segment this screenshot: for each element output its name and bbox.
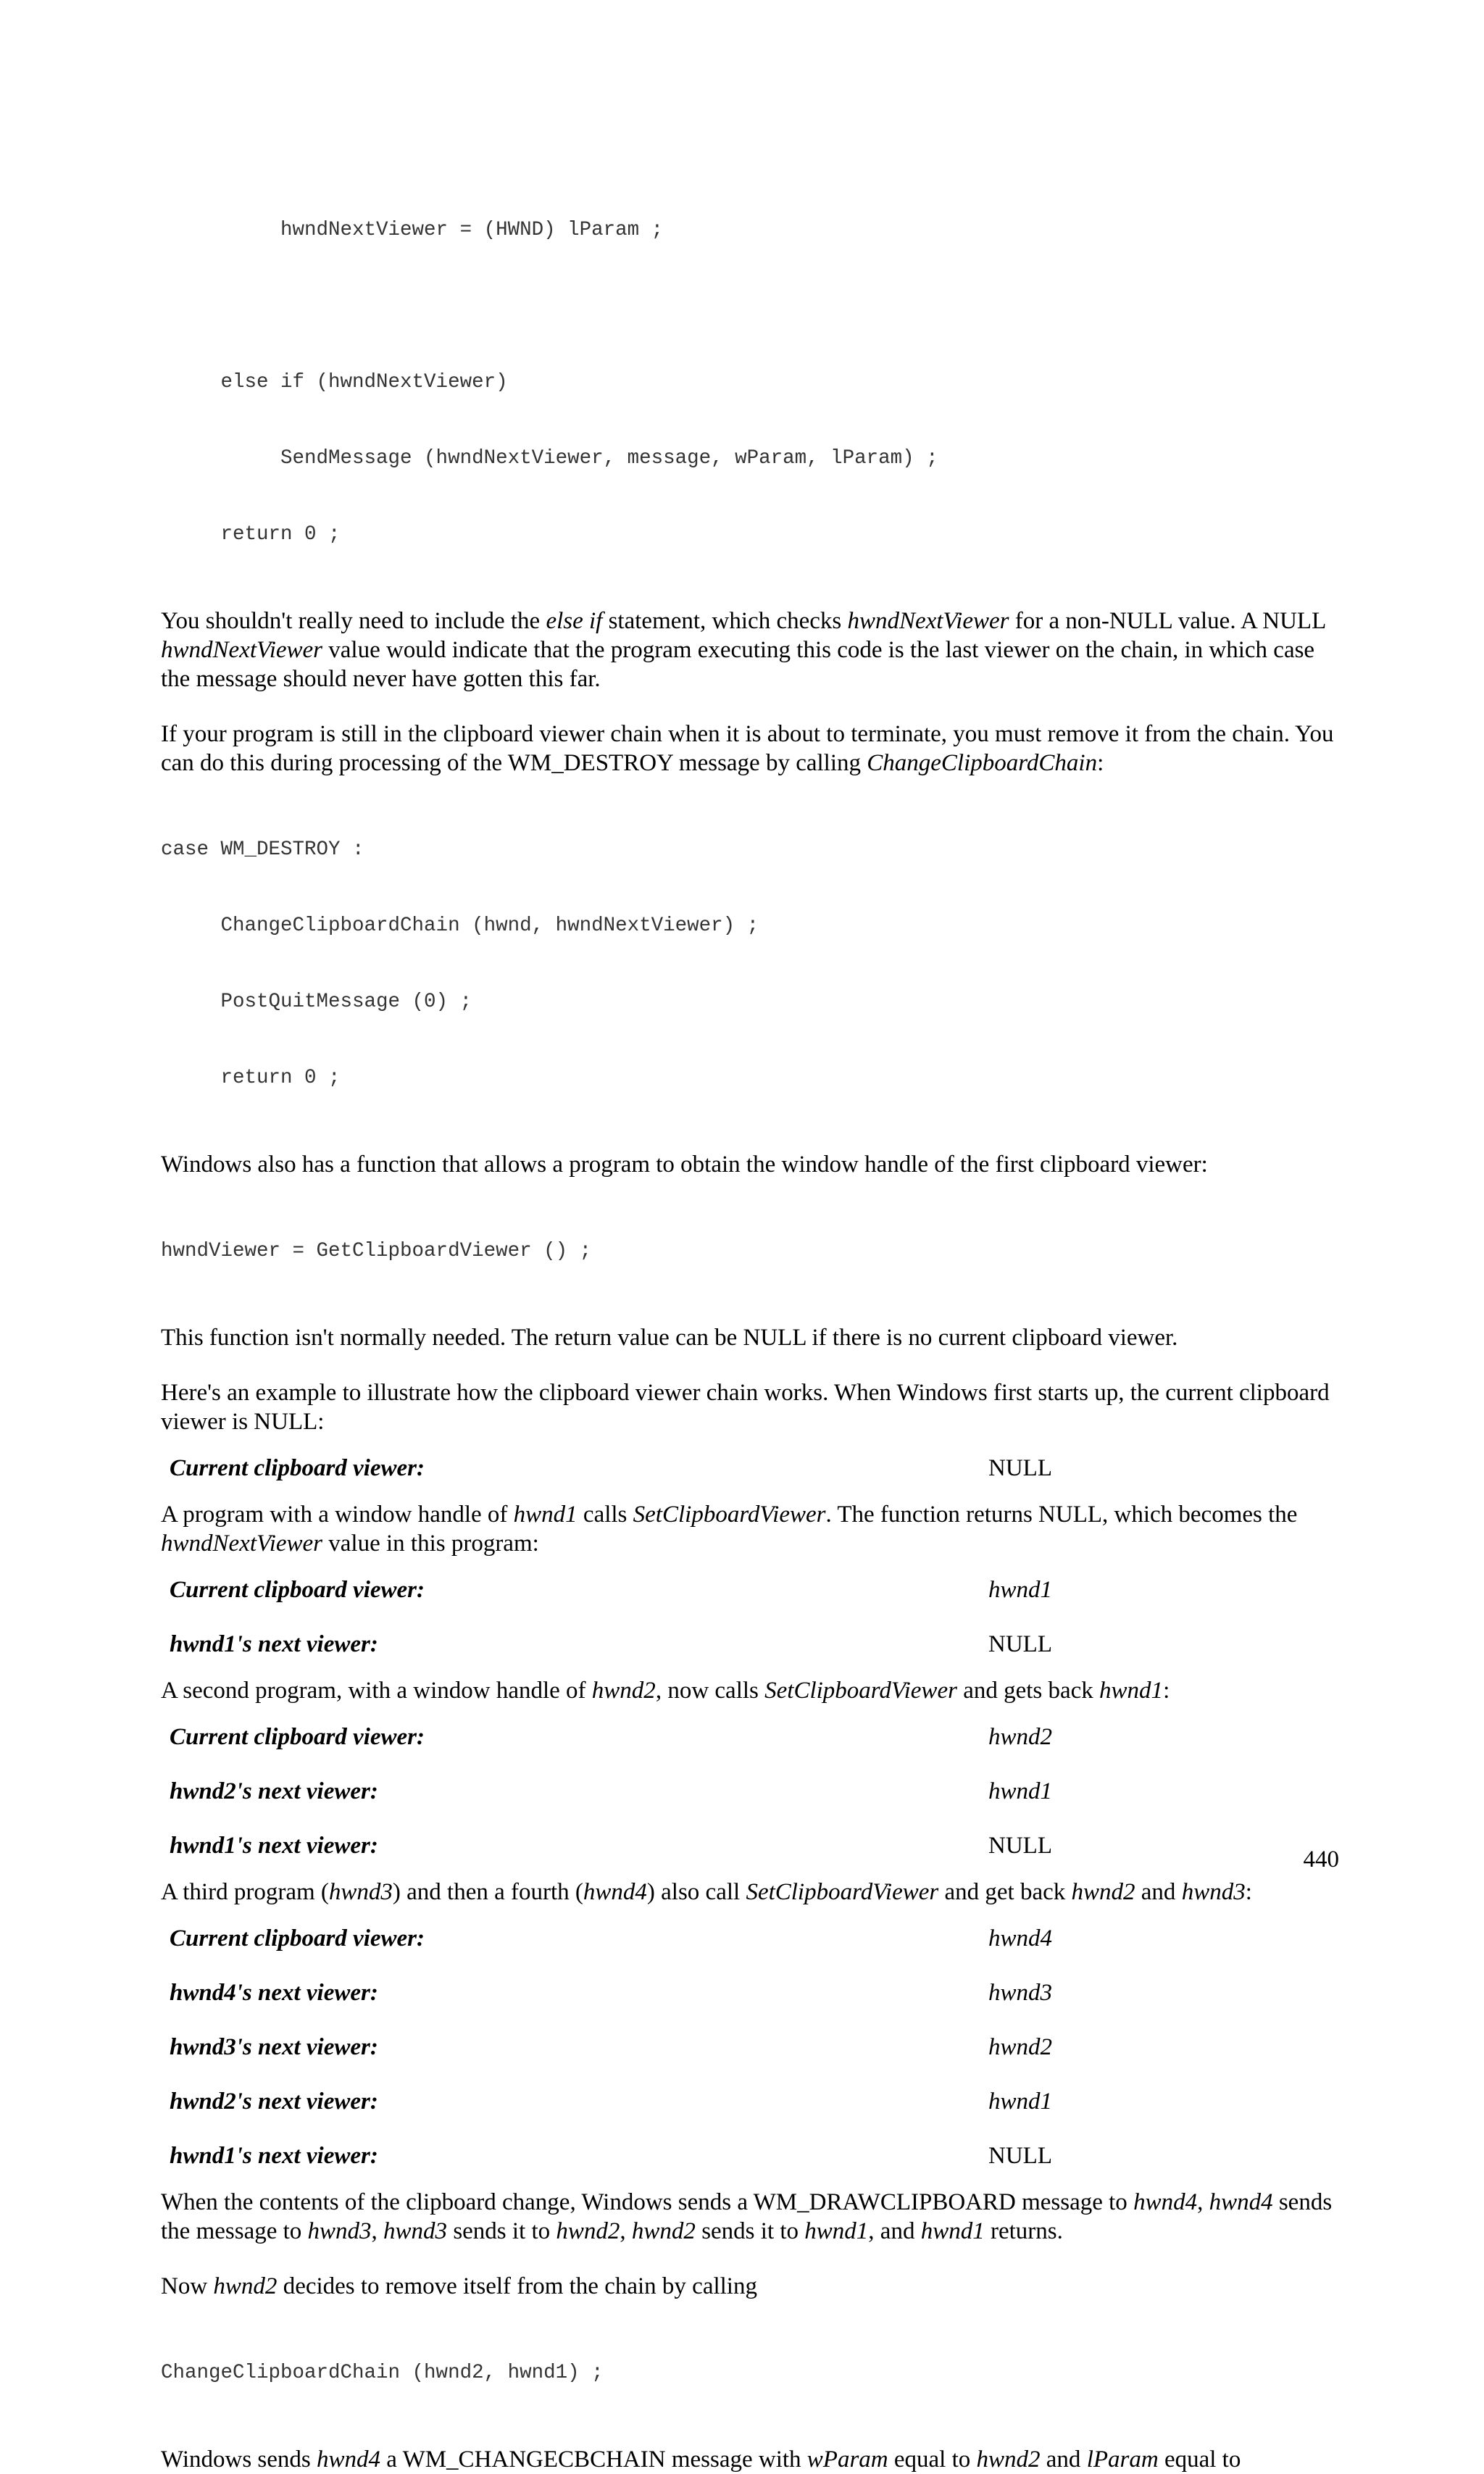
viewer-row-value: NULL (988, 2143, 1052, 2169)
text-run: value in this program: (322, 1530, 539, 1557)
italic-term: hwndNextViewer (847, 608, 1009, 634)
code-line-blank (161, 293, 1335, 319)
text-run: : (1245, 1879, 1252, 1905)
viewer-row (161, 1777, 1335, 1806)
italic-term: else if (546, 608, 603, 634)
text-run: decides to remove itself from the chain by calling (277, 2273, 757, 2299)
code-line: PostQuitMessage (0) ; (161, 991, 472, 1013)
italic-term: hwnd4 (317, 2446, 381, 2473)
italic-term: hwnd2 (1071, 1879, 1135, 1905)
italic-term: hwnd1 (1099, 1678, 1164, 1704)
viewer-row-value: NULL (988, 1833, 1052, 1859)
code-line: hwndViewer = GetClipboardViewer () ; (161, 1240, 592, 1262)
italic-term: lParam (1086, 2446, 1159, 2473)
italic-term: hwnd2 (591, 1678, 656, 1704)
viewer-table-2 (161, 1575, 1335, 1659)
viewer-row (161, 1924, 1335, 1953)
viewer-row (161, 2087, 1335, 2116)
text-run: sends it to (447, 2218, 556, 2244)
code-line: else if (hwndNextViewer) (161, 371, 508, 393)
paragraph-drawclipboard (161, 2188, 1335, 2246)
viewer-row (161, 1831, 1335, 1860)
viewer-row-label: hwnd4's next viewer: (170, 1980, 378, 2006)
viewer-row-value: NULL (988, 1455, 1052, 1481)
italic-term: hwnd3 (383, 2218, 448, 2244)
viewer-row (161, 1630, 1335, 1659)
viewer-row (161, 1575, 1335, 1604)
text-run: equal to (888, 2446, 977, 2473)
viewer-table-1 (161, 1454, 1335, 1483)
text-run: for a non-NULL value. A NULL (1009, 608, 1326, 634)
code-block-1 (161, 167, 1335, 598)
italic-term: hwnd4 (583, 1879, 647, 1905)
code-line: return 0 ; (161, 523, 341, 546)
text-run: and gets back (956, 1678, 1100, 1704)
text-run: Now (161, 2273, 214, 2299)
viewer-row-label: hwnd1's next viewer: (170, 1833, 378, 1859)
viewer-row-label: Current clipboard viewer: (170, 1724, 425, 1750)
text-run: value would indicate that the program executing this code is the last viewer on the chain, in which case the message should never have gotten this far. (161, 637, 1315, 692)
text-run: Windows sends (161, 2446, 317, 2473)
paragraph-third-fourth-program (161, 1878, 1335, 1907)
viewer-table-3 (161, 1723, 1335, 1860)
italic-term: hwndNextViewer (161, 637, 323, 663)
text-run: You shouldn't really need to include the (161, 608, 546, 634)
text-run: , and (868, 2218, 921, 2244)
paragraph-function-not-needed: This function isn't normally needed. The return value can be NULL if there is no current clipboard viewer. (161, 1325, 1178, 1351)
text-run: : (1163, 1678, 1170, 1704)
code-line: ChangeClipboardChain (hwnd2, hwnd1) ; (161, 2362, 604, 2384)
text-run: sends the message to (161, 2189, 1333, 2244)
viewer-row-label: Current clipboard viewer: (170, 1455, 425, 1481)
text-run: and (1040, 2446, 1087, 2473)
text-run: sends it to (695, 2218, 805, 2244)
viewer-row-label: hwnd1's next viewer: (170, 1631, 378, 1657)
italic-term: SetClipboardViewer (764, 1678, 957, 1704)
text-run: ) also call (646, 1879, 746, 1905)
page-number: 440 (1303, 1846, 1339, 1873)
text-run: ) and then a fourth ( (392, 1879, 583, 1905)
text-run: calls (577, 1502, 633, 1528)
text-run: A program with a window handle of (161, 1502, 514, 1528)
viewer-row-value: hwnd1 (988, 1778, 1052, 1804)
code-block-3 (161, 1188, 1335, 1315)
italic-term: hwnd1 (513, 1502, 578, 1528)
text-run: : (1097, 750, 1104, 776)
italic-term: hwnd3 (307, 2218, 372, 2244)
viewer-row-value: hwnd1 (988, 1577, 1052, 1603)
text-run: , (371, 2218, 384, 2244)
viewer-row-value: hwnd3 (988, 1980, 1052, 2006)
text-run: and (1135, 1879, 1182, 1905)
text-run: A third program ( (161, 1879, 329, 1905)
viewer-row (161, 1978, 1335, 2007)
code-block-4 (161, 2310, 1335, 2436)
document-page (161, 167, 1335, 2474)
code-line: return 0 ; (161, 1067, 341, 1089)
text-run: , (620, 2218, 632, 2244)
italic-term: SetClipboardViewer (746, 1879, 939, 1905)
code-line: SendMessage (hwndNextViewer, message, wParam, lParam) ; (161, 447, 938, 470)
viewer-row-label: hwnd2's next viewer: (170, 2088, 378, 2115)
italic-term: hwndNextViewer (161, 1530, 323, 1557)
paragraph-first-program (161, 1500, 1335, 1558)
viewer-row-value: hwnd2 (988, 1724, 1052, 1750)
italic-term: wParam (806, 2446, 888, 2473)
paragraph-second-program (161, 1676, 1335, 1705)
viewer-row (161, 2141, 1335, 2170)
italic-term: hwnd2 (556, 2218, 620, 2244)
italic-term: hwnd3 (1181, 1879, 1246, 1905)
italic-term: SetClipboardViewer (633, 1502, 826, 1528)
code-line: ChangeClipboardChain (hwnd, hwndNextViewer) ; (161, 915, 759, 937)
text-run: If your program is still in the clipboard viewer chain when it is about to terminate, you must remove it from the chain. You can do this during processing of the WM_DESTROY message by calling (161, 721, 1334, 776)
text-run: , (1197, 2189, 1209, 2215)
viewer-row (161, 2033, 1335, 2062)
viewer-row-value: hwnd2 (988, 2034, 1052, 2060)
code-line: hwndNextViewer = (HWND) lParam ; (161, 219, 664, 241)
paragraph-remove-from-chain (161, 720, 1335, 778)
paragraph-example-intro: Here's an example to illustrate how the clipboard viewer chain works. When Windows first starts up, the current clipboard viewer is NULL: (161, 1380, 1330, 1435)
paragraph-else-if-explanation (161, 607, 1335, 694)
paragraph-get-clipboard-viewer: Windows also has a function that allows a program to obtain the window handle of the first clipboard viewer: (161, 1151, 1208, 1178)
viewer-row-label: Current clipboard viewer: (170, 1577, 425, 1603)
text-run: When the contents of the clipboard change, Windows sends a WM_DRAWCLIPBOARD message to (161, 2189, 1134, 2215)
italic-term: hwnd2 (976, 2446, 1041, 2473)
viewer-row (161, 1454, 1335, 1483)
text-run: and get back (938, 1879, 1072, 1905)
viewer-row-label: Current clipboard viewer: (170, 1925, 425, 1952)
viewer-row-value: hwnd4 (988, 1925, 1052, 1952)
text-run: , now calls (655, 1678, 765, 1704)
italic-term: hwnd3 (328, 1879, 393, 1905)
code-line: case WM_DESTROY : (161, 838, 364, 861)
italic-term: hwnd4 (1209, 2189, 1273, 2215)
italic-term: hwnd1 (804, 2218, 869, 2244)
viewer-row (161, 1723, 1335, 1752)
text-run: returns. (984, 2218, 1063, 2244)
viewer-table-4 (161, 1924, 1335, 2170)
italic-term: ChangeClipboardChain (867, 750, 1098, 776)
viewer-row-label: hwnd1's next viewer: (170, 2143, 378, 2169)
paragraph-hwnd2-removes (161, 2272, 1335, 2301)
italic-term: hwnd1 (920, 2218, 985, 2244)
paragraph-changecbchain (161, 2445, 1335, 2474)
viewer-row-label: hwnd2's next viewer: (170, 1778, 378, 1804)
italic-term: hwnd2 (213, 2273, 278, 2299)
viewer-row-value: hwnd1 (988, 2088, 1052, 2115)
text-run: a WM_CHANGECBCHAIN message with (380, 2446, 807, 2473)
viewer-row-value: NULL (988, 1631, 1052, 1657)
italic-term: hwnd4 (1133, 2189, 1198, 2215)
text-run: A second program, with a window handle of (161, 1678, 592, 1704)
text-run: . The function returns NULL, which becomes the (825, 1502, 1298, 1528)
text-run: statement, which checks (602, 608, 848, 634)
italic-term: hwnd2 (631, 2218, 696, 2244)
code-block-2 (161, 786, 1335, 1141)
text-run: equal to (1158, 2446, 1241, 2473)
viewer-row-label: hwnd3's next viewer: (170, 2034, 378, 2060)
